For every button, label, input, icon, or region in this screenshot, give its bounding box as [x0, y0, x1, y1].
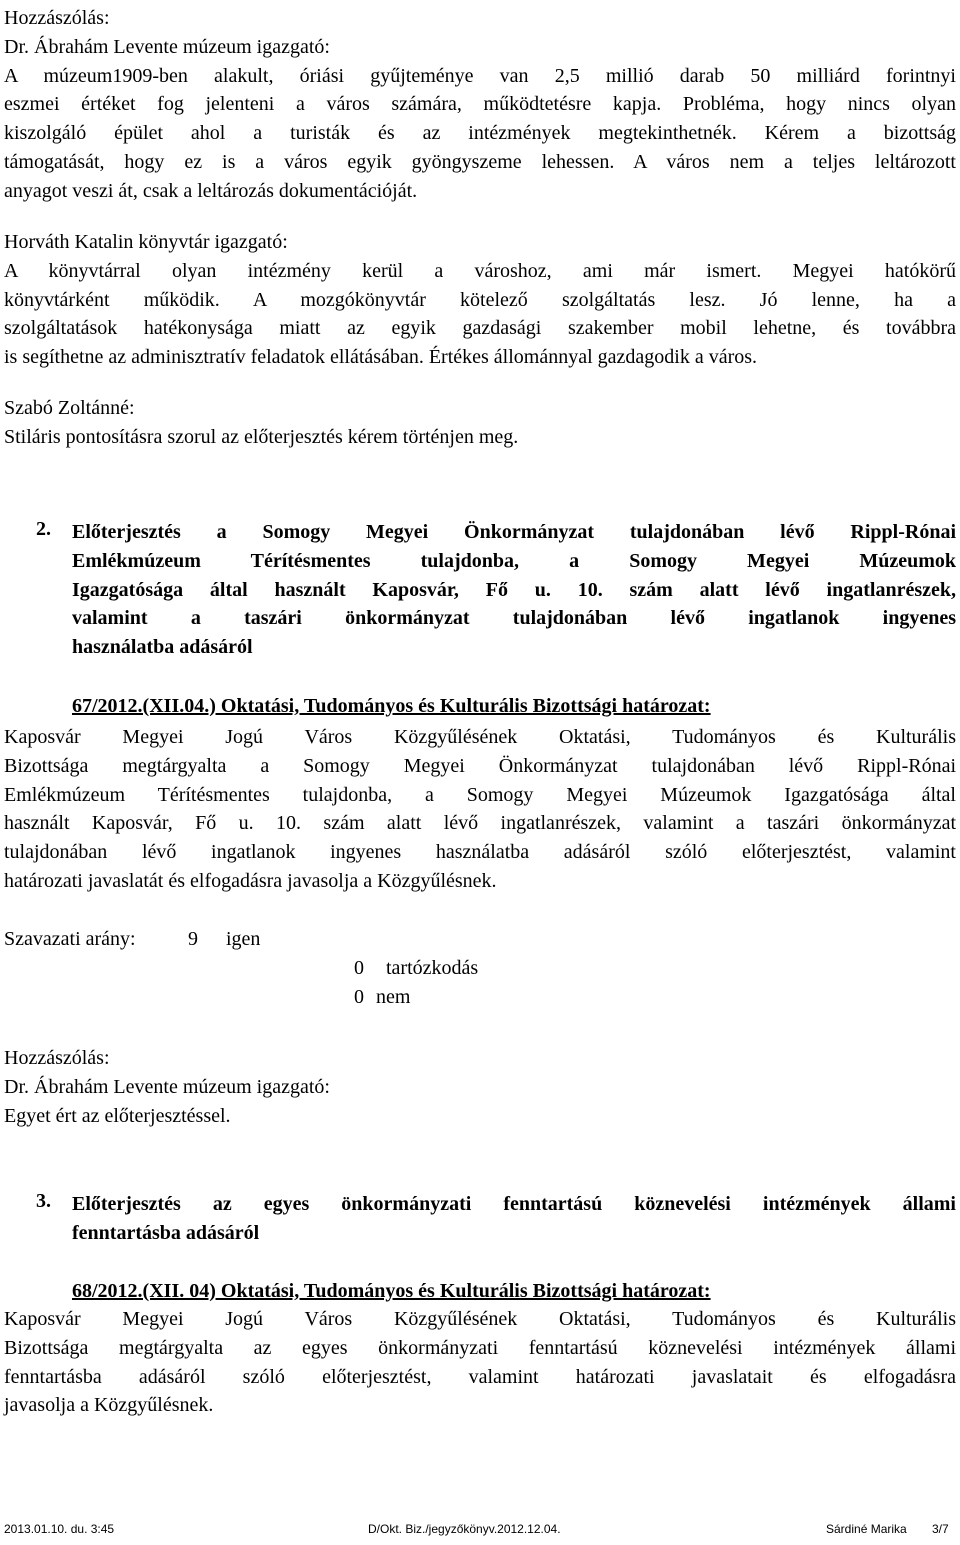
- vote-yes-count: 9: [188, 928, 198, 950]
- speaker-heading: Horváth Katalin könyvtár igazgató:: [4, 231, 288, 253]
- speaker-heading: Dr. Ábrahám Levente múzeum igazgató:: [4, 35, 330, 58]
- paragraph-line: anyagot veszi át, csak a leltározás dokumentációját.: [4, 179, 418, 202]
- paragraph-line: határozati javaslatát és elfogadásra javasolja a Közgyűlésnek.: [4, 869, 497, 892]
- paragraph-line: Kaposvár Megyei Jogú Város Közgyűlésének Oktatási, Tudományos és Kulturális: [4, 1308, 956, 1330]
- section-comments-4: [4, 1044, 956, 1130]
- agenda-title-line: Emlékmúzeum Térítésmentes tulajdonba, a Somogy Megyei Múzeumok: [72, 549, 956, 572]
- agenda-title-line: Igazgatósága által használt Kaposvár, Fő u. 10. szám alatt lévő ingatlanrészek,: [72, 578, 956, 601]
- resolution-body: [4, 1305, 956, 1420]
- comment-label: Hozzászólás:: [4, 1047, 110, 1069]
- paragraph-line: szolgáltatások hatékonysága miatt az egyik gazdasági szakember mobil lehetne, és továbbra: [4, 317, 956, 340]
- paragraph-line: fenntartásba adásáról szóló előterjesztést, valamint határozati javaslatait és elfogadásra: [4, 1365, 956, 1388]
- footer-author: Sárdiné Marika: [826, 1522, 907, 1536]
- paragraph-line: Bizottsága megtárgyalta az egyes önkormányzati fenntartású köznevelési intézmények állami: [4, 1336, 956, 1359]
- section-comments-3: [4, 394, 956, 452]
- agenda-title: [72, 518, 956, 662]
- paragraph-line: Emlékmúzeum Térítésmentes tulajdonba, a Somogy Megyei Múzeumok Igazgatósága által: [4, 783, 956, 806]
- footer-date: 2013.01.10. du. 3:45: [4, 1522, 115, 1536]
- vote-no-label: nem: [376, 986, 411, 1008]
- vote-abstain-label: tartózkodás: [386, 957, 479, 979]
- vote-label: Szavazati arány:: [4, 928, 136, 950]
- paragraph-line: Bizottsága megtárgyalta a Somogy Megyei Önkormányzat tulajdonában lévő Rippl-Rónai: [4, 754, 956, 777]
- paragraph-line: A könyvtárral olyan intézmény kerül a városhoz, ami már ismert. Megyei hatókörű: [4, 259, 956, 282]
- paragraph-line: Egyet ért az előterjesztéssel.: [4, 1104, 231, 1127]
- paragraph-line: könyvtárként működik. A mozgókönyvtár kötelező szolgáltatás lesz. Jó lenne, ha a: [4, 288, 956, 311]
- paragraph-line: Stiláris pontosításra szorul az előterjesztés kérem történjen meg.: [4, 425, 519, 448]
- resolution-title: 68/2012.(XII. 04) Oktatási, Tudományos és Kulturális Bizottsági határozat:: [72, 1280, 711, 1302]
- speaker-heading: Dr. Ábrahám Levente múzeum igazgató:: [4, 1075, 330, 1098]
- agenda-title-line: Előterjesztés a Somogy Megyei Önkormányzat tulajdonában lévő Rippl-Rónai: [72, 521, 956, 543]
- vote-yes-label: igen: [226, 928, 261, 950]
- agenda-title-line: használatba adásáról: [72, 636, 253, 659]
- agenda-title-line: Előterjesztés az egyes önkormányzati fenntartású köznevelési intézmények állami: [72, 1193, 956, 1215]
- resolution-heading: [72, 1277, 922, 1306]
- speaker-heading: Szabó Zoltánné:: [4, 397, 135, 419]
- paragraph-line: Kaposvár Megyei Jogú Város Közgyűlésének Oktatási, Tudományos és Kulturális: [4, 726, 956, 748]
- footer-page-number: 3/7: [932, 1522, 949, 1536]
- agenda-title: [72, 1190, 956, 1248]
- agenda-title-line: valamint a taszári önkormányzat tulajdonában lévő ingatlanok ingyenes: [72, 607, 956, 630]
- paragraph-line: eszmei értéket fog jelenteni a város számára, működtetésre kapja. Probléma, hogy nincs olyan: [4, 93, 956, 116]
- paragraph-line: tulajdonában lévő ingatlanok ingyenes használatba adásáról szóló előterjesztést, valamint: [4, 841, 956, 864]
- section-comments-2: [4, 228, 956, 372]
- section-comments-1: [4, 4, 956, 206]
- paragraph-line: kiszolgáló épület ahol a turisták és az intézmények megtekinthetnék. Kérem a bizottság: [4, 122, 956, 145]
- vote-no-count: 0: [354, 986, 364, 1008]
- resolution-body: [4, 723, 956, 896]
- resolution-title: 67/2012.(XII.04.) Oktatási, Tudományos és Kulturális Bizottsági határozat:: [72, 695, 711, 717]
- resolution-heading: [72, 692, 922, 721]
- vote-abstain-count: 0: [354, 957, 364, 979]
- paragraph-line: javasolja a Közgyűlésnek.: [4, 1394, 214, 1417]
- paragraph-line: támogatását, hogy ez is a város egyik gyöngyszeme lehessen. A város nem a teljes leltározott: [4, 150, 956, 173]
- footer-path: D/Okt. Biz./jegyzőkönyv.2012.12.04.: [368, 1522, 561, 1536]
- agenda-number: 3.: [36, 1190, 51, 1212]
- agenda-number: 2.: [36, 518, 51, 540]
- paragraph-line: használt Kaposvár, Fő u. 10. szám alatt lévő ingatlanrészek, valamint a taszári önkormányzat: [4, 812, 956, 835]
- comment-label: Hozzászólás:: [4, 7, 110, 29]
- paragraph-line: is segíthetne az adminisztratív feladatok ellátásában. Értékes állománnyal gazdagodik a város.: [4, 346, 758, 369]
- page-footer: [4, 1522, 956, 1540]
- agenda-title-line: fenntartásba adásáról: [72, 1221, 260, 1244]
- paragraph-line: A múzeum1909-ben alakult, óriási gyűjteménye van 2,5 millió darab 50 milliárd forintnyi: [4, 64, 956, 87]
